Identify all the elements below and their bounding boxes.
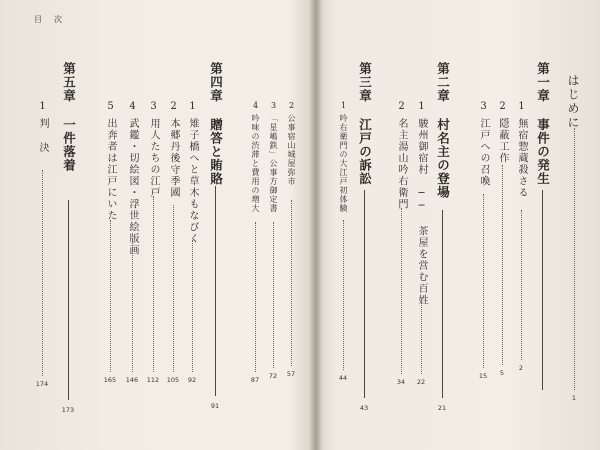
chapter-4-item-1-leader [192,240,193,372]
chapter-1-item-3-leader [483,194,484,368]
chapter-4-item-5-text: 出奔者は江戸にいた [105,118,116,222]
chapter-3-rule [364,190,365,398]
chapter-2-page: 21 [437,404,447,412]
intro-page: 1 [571,394,577,402]
chapter-4-item-5-page: 165 [103,376,117,384]
chapter-1-item-2-page: 5 [499,369,505,377]
chapter-4-item-4-page: 146 [125,376,139,384]
chapter-4-item-4-leader [132,240,133,372]
chapter-4-rule [215,186,216,396]
chapter-5-page: 173 [61,406,75,414]
chapter-4-title: 贈答と賄賂 [208,118,224,186]
chapter-1-item-1-no: 1 [516,101,527,114]
chapter-4-item-1-no: 1 [187,101,198,114]
chapter-3-page: 43 [359,404,369,412]
chapter-4-item-3-no: 3 [148,101,159,114]
chapter-4-item-1-text: 雉子橋へと草木もなびく [187,118,198,245]
chapter-5-rule [68,200,69,400]
chapter-2-item-1-text: 駿州御宿村 ── 茶屋を営む百姓 [416,118,427,306]
chapter-1-item-2-text: 隠蔽工作 [497,118,508,164]
chapter-2-item-2-page: 34 [396,378,406,386]
chapter-5-item-1-no: 1 [37,101,48,114]
chapter-4-item-3-text: 用人たちの江戸 [148,118,159,199]
chapter-4-item-2-leader [173,205,174,372]
chapter-2-item-1-no: 1 [416,101,427,114]
chapter-4-item-2-page: 105 [166,376,180,384]
chapter-1-rule [542,190,543,390]
chapter-3-item-3-no: 3 [269,101,278,111]
chapter-2-item-2-leader [401,208,402,374]
chapter-4-item-1-page: 92 [187,376,197,384]
chapter-4-item-2-no: 2 [168,101,179,114]
chapter-3-item-1-text: 吟右衛門の大江戸初体験 [339,114,348,213]
chapter-2-item-2-no: 2 [396,101,407,114]
chapter-4-number: 第四章 [208,62,224,103]
chapter-2-title: 村名主の登場 [435,118,451,199]
intro-label: はじめに [566,74,580,130]
chapter-1-item-1-leader [521,210,522,360]
chapter-2-number: 第二章 [435,62,451,103]
chapter-1-item-3-no: 3 [478,101,489,114]
chapter-1-item-2-leader [502,165,503,365]
chapter-2-item-1-page: 22 [416,378,426,386]
chapter-3-item-2-page: 57 [286,370,296,378]
chapter-1-item-2-no: 2 [497,101,508,114]
chapter-3-item-3-leader [273,222,274,368]
running-head: 目次 [34,15,74,24]
chapter-4-item-2-text: 本郷丹後守季國 [168,118,179,199]
chapter-1-number: 第一章 [535,62,551,103]
chapter-1-item-1-page: 2 [518,364,524,372]
chapter-4-item-4-no: 4 [127,101,138,114]
intro-leader [574,128,575,390]
chapter-1-item-1-text: 無宿惣蔵殺さる [516,118,527,199]
chapter-3-item-1-page: 44 [338,374,348,382]
chapter-5-number: 第五章 [61,62,77,103]
chapter-4-page: 91 [210,402,220,410]
chapter-1-item-3-page: 15 [478,372,488,380]
chapter-4-item-3-page: 112 [146,376,160,384]
chapter-1-item-3-text: 江戸への召喚 [478,118,489,187]
chapter-2-item-2-text: 名主湯山吟右衛門 [396,118,407,210]
chapter-4-item-5-no: 5 [105,101,116,114]
chapter-5-item-1-text: 判 決 [37,118,48,154]
chapter-3-item-4-no: 4 [251,101,260,111]
chapter-5-title: 一件落着 [61,118,77,172]
chapter-2-item-1-leader [421,300,422,374]
chapter-3-item-4-leader [255,222,256,372]
chapter-3-item-2-text: 公事宿山城屋弥市 [287,114,296,186]
chapter-4-item-3-leader [153,196,154,372]
chapter-3-number: 第三章 [357,62,373,103]
book-spine [309,0,323,450]
chapter-2-rule [442,210,443,398]
chapter-4-item-4-text: 武鑑・切絵図・浮世絵版画 [127,118,138,256]
chapter-3-item-1-leader [343,220,344,370]
chapter-3-item-1-no: 1 [339,101,348,111]
chapter-3-title: 江戸の訴訟 [357,118,373,186]
chapter-1-title: 事件の発生 [535,118,551,186]
chapter-3-item-4-text: 吟味の渋滞と費用の増大 [251,114,260,213]
chapter-3-item-3-text: 「星嶋鉄」公事方御定書 [269,114,278,213]
chapter-3-item-3-page: 72 [268,372,278,380]
chapter-3-item-2-no: 2 [287,101,296,111]
chapter-5-item-1-leader [42,170,43,376]
chapter-5-item-1-page: 174 [35,380,49,388]
chapter-3-item-4-page: 87 [250,376,260,384]
chapter-4-item-5-leader [110,220,111,372]
chapter-3-item-2-leader [291,200,292,366]
